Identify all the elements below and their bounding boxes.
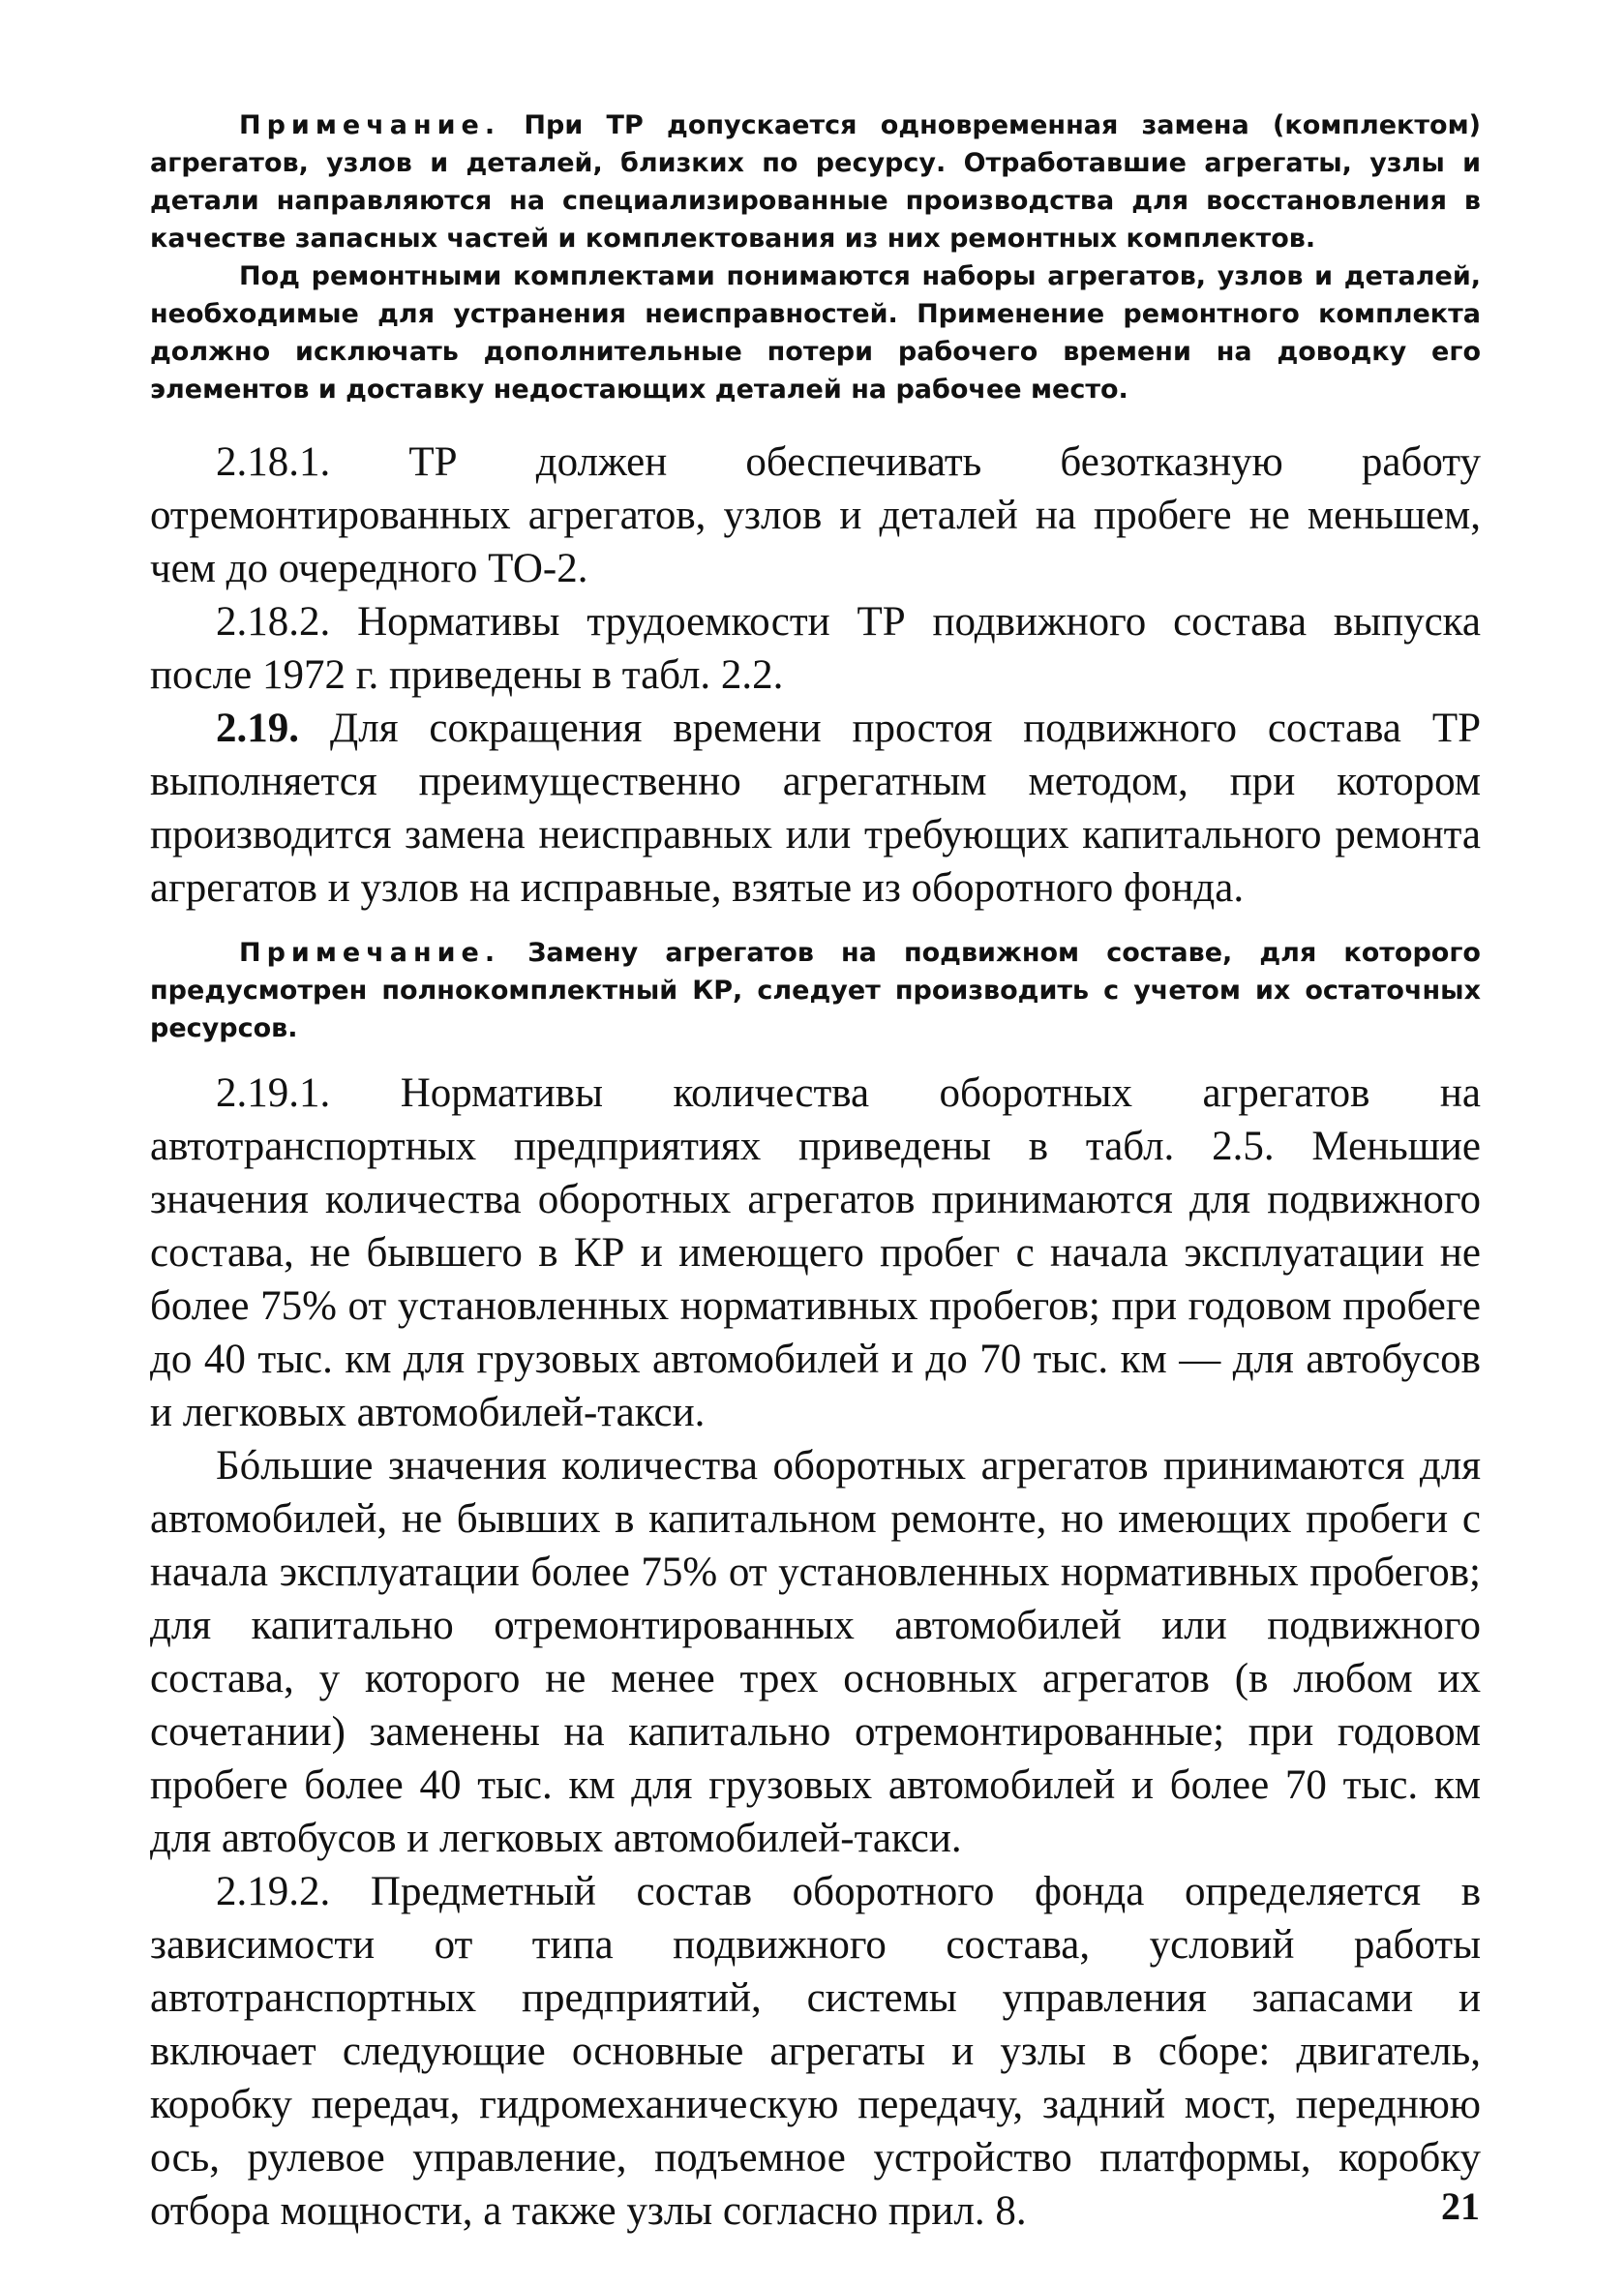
section-2-18-1-number: 2.18.1. xyxy=(216,439,331,485)
note-2-paragraph xyxy=(150,934,1481,1047)
note-2-text: Замену агрегатов на подвижном составе, для которого предусмотрен полнокомплектный КР, следует производить с учетом их остаточных ресурсов. xyxy=(150,938,1481,1043)
section-2-19-2-text: Предметный состав оборотного фонда определяется в зависимости от типа подвижного состава, условий работы автотранспортных предприятий, системы управления запасами и включает следующие основные агрегаты и узлы в сборе: двигатель, коробку передач, гидромеханическую передачу, задний мост, переднюю ось, рулевое управление, подъемное устройство платформы, коробку отбора мощности, а также узлы согласно прил. 8. xyxy=(150,1869,1481,2234)
note-1-paragraph xyxy=(150,106,1481,257)
section-2-19-1-text-2: Бóльшие значения количества оборотных агрегатов принимаются для автомобилей, не бывших в капитальном ремонте, но имеющих пробеги с начала эксплуатации более 75% от установленных нормативных пробегов; для капитально отремонтированных автомобилей или подвижного состава, у которого не менее трех основных агрегатов (в любом их сочетании) заменены на капитально отремонтированные; при годовом пробеге более 40 тыс. км для грузовых автомобилей и более 70 тыс. км для автобусов и легковых автомобилей-такси. xyxy=(150,1443,1481,1861)
section-2-18-2-number: 2.18.2. xyxy=(216,599,331,645)
note-1-text-2: Под ремонтными комплектами понимаются наборы агрегатов, узлов и деталей, необходимые для устранения неисправностей. Применение ремонтного комплекта должно исключать дополнительные потери рабочего времени на доводку его элементов и доставку недостающих деталей на рабочее место. xyxy=(150,261,1481,405)
page-content xyxy=(150,106,1481,2238)
section-2-19-2-number: 2.19.2. xyxy=(216,1869,331,1914)
note-1-text: При ТР допускается одновременная замена (комплектом) агрегатов, узлов и деталей, близких по ресурсу. Отработавшие агрегаты, узлы и детали направляются на специализированные производства для восстановления в качестве запасных частей и комплектования из них ремонтных комплектов. xyxy=(150,110,1481,254)
section-2-19-1 xyxy=(150,1067,1481,1439)
section-2-19-2 xyxy=(150,1865,1481,2238)
section-2-19-1-number: 2.19.1. xyxy=(216,1070,331,1116)
note-1-label: Примечание. xyxy=(239,110,501,140)
section-2-19-1-paragraph-2 xyxy=(150,1439,1481,1865)
note-1-paragraph-2 xyxy=(150,257,1481,408)
section-2-19-1-text: Нормативы количества оборотных агрегатов на автотранспортных предприятиях приведены в табл. 2.5. Меньшие значения количества оборотных агрегатов принимаются для подвижного состава, не бывшего в КР и имеющего пробег с начала эксплуатации не более 75% от установленных нормативных пробегов; при годовом пробеге до 40 тыс. км для грузовых автомобилей и до 70 тыс. км — для автобусов и легковых автомобилей-такси. xyxy=(150,1070,1481,1435)
section-2-18-2-text: Нормативы трудоемкости ТР подвижного состава выпуска после 1972 г. приведены в табл. 2.2. xyxy=(150,599,1481,698)
note-2-label: Примечание. xyxy=(239,938,501,968)
section-2-18-2 xyxy=(150,595,1481,702)
section-2-18-1 xyxy=(150,436,1481,595)
section-2-19-text: Для сокращения времени простоя подвижного состава ТР выполняется преимущественно агрегатным методом, при котором производится замена неисправных или требующих капитального ремонта агрегатов и узлов на исправные, взятые из оборотного фонда. xyxy=(150,706,1481,911)
section-2-18-1-text: ТР должен обеспечивать безотказную работу отремонтированных агрегатов, узлов и деталей на пробеге не меньшем, чем до очередного ТО-2. xyxy=(150,439,1481,591)
section-2-19 xyxy=(150,702,1481,915)
page-number: 21 xyxy=(1441,2184,1480,2228)
section-2-19-number: 2.19. xyxy=(216,706,299,751)
